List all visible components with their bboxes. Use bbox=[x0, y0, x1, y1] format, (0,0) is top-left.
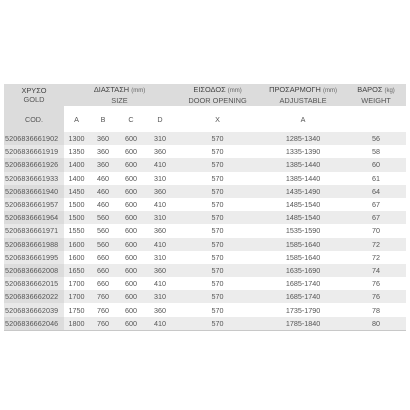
cell-b: 560 bbox=[89, 211, 117, 224]
header-door bbox=[175, 84, 260, 106]
cell-weight: 67 bbox=[346, 198, 406, 211]
cell-code: 5206836662008 bbox=[4, 264, 64, 277]
cell-x: 570 bbox=[175, 251, 260, 264]
spec-table-container bbox=[4, 84, 406, 331]
cell-d: 310 bbox=[145, 132, 175, 145]
cell-b: 560 bbox=[89, 224, 117, 237]
cell-code: 5206836662015 bbox=[4, 277, 64, 290]
cell-weight: 76 bbox=[346, 277, 406, 290]
cell-adjustable: 1485-1540 bbox=[260, 198, 346, 211]
cell-code: 5206836661933 bbox=[4, 172, 64, 185]
cell-adjustable: 1685-1740 bbox=[260, 277, 346, 290]
cell-d: 360 bbox=[145, 145, 175, 158]
cell-weight: 56 bbox=[346, 132, 406, 145]
cell-d: 410 bbox=[145, 198, 175, 211]
cell-adjustable: 1685-1740 bbox=[260, 290, 346, 303]
cell-c: 600 bbox=[117, 172, 145, 185]
header-row-subheads bbox=[4, 106, 406, 132]
cell-adjustable: 1335-1390 bbox=[260, 145, 346, 158]
cell-c: 600 bbox=[117, 158, 145, 171]
header-door-greek: ΕΙΣΟΔΟΣ bbox=[193, 85, 226, 94]
cell-b: 760 bbox=[89, 290, 117, 303]
subhead-adjustable-a: A bbox=[260, 106, 346, 132]
cell-x: 570 bbox=[175, 198, 260, 211]
cell-c: 600 bbox=[117, 317, 145, 330]
cell-x: 570 bbox=[175, 303, 260, 316]
cell-c: 600 bbox=[117, 185, 145, 198]
cell-weight: 76 bbox=[346, 290, 406, 303]
table-row bbox=[4, 277, 406, 290]
subhead-cod: COD. bbox=[4, 106, 64, 132]
subhead-d: D bbox=[145, 106, 175, 132]
cell-weight: 78 bbox=[346, 303, 406, 316]
cell-c: 600 bbox=[117, 132, 145, 145]
cell-code: 5206836661919 bbox=[4, 145, 64, 158]
cell-weight: 64 bbox=[346, 185, 406, 198]
cell-code: 5206836661971 bbox=[4, 224, 64, 237]
cell-d: 360 bbox=[145, 264, 175, 277]
cell-b: 460 bbox=[89, 172, 117, 185]
cell-c: 600 bbox=[117, 238, 145, 251]
cell-c: 600 bbox=[117, 145, 145, 158]
table-row bbox=[4, 172, 406, 185]
spec-table bbox=[4, 84, 406, 330]
cell-d: 410 bbox=[145, 277, 175, 290]
table-row bbox=[4, 132, 406, 145]
subhead-b: B bbox=[89, 106, 117, 132]
cell-adjustable: 1735-1790 bbox=[260, 303, 346, 316]
cell-a: 1650 bbox=[64, 264, 89, 277]
cell-x: 570 bbox=[175, 264, 260, 277]
cell-x: 570 bbox=[175, 185, 260, 198]
header-adjustable-unit: (mm) bbox=[322, 88, 337, 94]
header-code-greek: ΧΡΥΣΟ bbox=[21, 86, 47, 95]
subhead-x: X bbox=[175, 106, 260, 132]
cell-a: 1450 bbox=[64, 185, 89, 198]
cell-code: 5206836662022 bbox=[4, 290, 64, 303]
cell-a: 1400 bbox=[64, 158, 89, 171]
cell-adjustable: 1485-1540 bbox=[260, 211, 346, 224]
cell-adjustable: 1585-1640 bbox=[260, 238, 346, 251]
cell-a: 1600 bbox=[64, 238, 89, 251]
cell-a: 1750 bbox=[64, 303, 89, 316]
cell-a: 1600 bbox=[64, 251, 89, 264]
cell-b: 360 bbox=[89, 145, 117, 158]
cell-weight: 74 bbox=[346, 264, 406, 277]
cell-x: 570 bbox=[175, 172, 260, 185]
cell-x: 570 bbox=[175, 145, 260, 158]
cell-x: 570 bbox=[175, 277, 260, 290]
cell-a: 1800 bbox=[64, 317, 89, 330]
header-door-english: DOOR OPENING bbox=[188, 96, 247, 105]
cell-b: 460 bbox=[89, 185, 117, 198]
cell-weight: 60 bbox=[346, 158, 406, 171]
cell-c: 600 bbox=[117, 303, 145, 316]
cell-d: 360 bbox=[145, 224, 175, 237]
table-row bbox=[4, 264, 406, 277]
cell-c: 600 bbox=[117, 277, 145, 290]
cell-weight: 70 bbox=[346, 224, 406, 237]
cell-a: 1700 bbox=[64, 290, 89, 303]
header-size-greek: ΔΙΑΣΤΑΣΗ bbox=[93, 85, 130, 94]
cell-a: 1500 bbox=[64, 211, 89, 224]
cell-d: 310 bbox=[145, 211, 175, 224]
cell-adjustable: 1385-1440 bbox=[260, 172, 346, 185]
cell-a: 1300 bbox=[64, 132, 89, 145]
cell-adjustable: 1635-1690 bbox=[260, 264, 346, 277]
header-code bbox=[4, 84, 64, 106]
table-row bbox=[4, 251, 406, 264]
header-weight bbox=[346, 84, 406, 106]
cell-x: 570 bbox=[175, 317, 260, 330]
cell-weight: 67 bbox=[346, 211, 406, 224]
header-adjustable-english: ADJUSTABLE bbox=[279, 96, 327, 105]
table-row bbox=[4, 158, 406, 171]
cell-weight: 80 bbox=[346, 317, 406, 330]
cell-b: 760 bbox=[89, 303, 117, 316]
cell-c: 600 bbox=[117, 211, 145, 224]
subhead-weight bbox=[346, 106, 406, 132]
subhead-c: C bbox=[117, 106, 145, 132]
header-size-english: SIZE bbox=[111, 96, 128, 105]
cell-c: 600 bbox=[117, 290, 145, 303]
table-row bbox=[4, 224, 406, 237]
header-weight-english: WEIGHT bbox=[361, 96, 391, 105]
table-bottom-rule bbox=[4, 330, 406, 331]
cell-adjustable: 1285-1340 bbox=[260, 132, 346, 145]
table-row bbox=[4, 303, 406, 316]
cell-c: 600 bbox=[117, 264, 145, 277]
cell-code: 5206836661964 bbox=[4, 211, 64, 224]
cell-weight: 58 bbox=[346, 145, 406, 158]
header-size-unit: (mm) bbox=[131, 88, 146, 94]
cell-weight: 72 bbox=[346, 251, 406, 264]
table-row bbox=[4, 198, 406, 211]
table-row bbox=[4, 317, 406, 330]
cell-b: 760 bbox=[89, 317, 117, 330]
cell-code: 5206836661940 bbox=[4, 185, 64, 198]
cell-code: 5206836661957 bbox=[4, 198, 64, 211]
cell-adjustable: 1585-1640 bbox=[260, 251, 346, 264]
cell-x: 570 bbox=[175, 238, 260, 251]
table-row bbox=[4, 211, 406, 224]
cell-code: 5206836662046 bbox=[4, 317, 64, 330]
cell-b: 660 bbox=[89, 264, 117, 277]
cell-weight: 72 bbox=[346, 238, 406, 251]
cell-d: 310 bbox=[145, 290, 175, 303]
cell-adjustable: 1435-1490 bbox=[260, 185, 346, 198]
cell-d: 410 bbox=[145, 317, 175, 330]
header-door-unit: (mm) bbox=[227, 88, 242, 94]
cell-b: 460 bbox=[89, 198, 117, 211]
cell-a: 1350 bbox=[64, 145, 89, 158]
table-row bbox=[4, 185, 406, 198]
cell-d: 310 bbox=[145, 251, 175, 264]
cell-b: 360 bbox=[89, 158, 117, 171]
table-row bbox=[4, 145, 406, 158]
header-adjustable bbox=[260, 84, 346, 106]
cell-code: 5206836661902 bbox=[4, 132, 64, 145]
cell-a: 1700 bbox=[64, 277, 89, 290]
cell-x: 570 bbox=[175, 224, 260, 237]
cell-d: 310 bbox=[145, 172, 175, 185]
cell-c: 600 bbox=[117, 198, 145, 211]
header-weight-greek: ΒΑΡΟΣ bbox=[357, 85, 383, 94]
cell-adjustable: 1785-1840 bbox=[260, 317, 346, 330]
cell-b: 660 bbox=[89, 277, 117, 290]
table-row bbox=[4, 290, 406, 303]
cell-x: 570 bbox=[175, 132, 260, 145]
cell-code: 5206836661988 bbox=[4, 238, 64, 251]
cell-d: 410 bbox=[145, 238, 175, 251]
cell-code: 5206836662039 bbox=[4, 303, 64, 316]
spec-table-body bbox=[4, 132, 406, 330]
cell-a: 1550 bbox=[64, 224, 89, 237]
cell-code: 5206836661926 bbox=[4, 158, 64, 171]
header-adjustable-greek: ΠΡΟΣΑΡΜΟΓΗ bbox=[269, 85, 321, 94]
cell-d: 360 bbox=[145, 185, 175, 198]
cell-adjustable: 1535-1590 bbox=[260, 224, 346, 237]
cell-x: 570 bbox=[175, 211, 260, 224]
header-size bbox=[64, 84, 175, 106]
cell-b: 660 bbox=[89, 251, 117, 264]
header-weight-unit: (kg) bbox=[384, 88, 395, 94]
cell-d: 410 bbox=[145, 158, 175, 171]
cell-a: 1500 bbox=[64, 198, 89, 211]
header-row-titles bbox=[4, 84, 406, 106]
cell-a: 1400 bbox=[64, 172, 89, 185]
cell-d: 360 bbox=[145, 303, 175, 316]
cell-b: 560 bbox=[89, 238, 117, 251]
table-row bbox=[4, 238, 406, 251]
cell-x: 570 bbox=[175, 158, 260, 171]
header-code-english: GOLD bbox=[23, 95, 45, 104]
cell-weight: 61 bbox=[346, 172, 406, 185]
cell-code: 5206836661995 bbox=[4, 251, 64, 264]
cell-x: 570 bbox=[175, 290, 260, 303]
cell-c: 600 bbox=[117, 224, 145, 237]
cell-adjustable: 1385-1440 bbox=[260, 158, 346, 171]
cell-c: 600 bbox=[117, 251, 145, 264]
subhead-a: A bbox=[64, 106, 89, 132]
cell-b: 360 bbox=[89, 132, 117, 145]
